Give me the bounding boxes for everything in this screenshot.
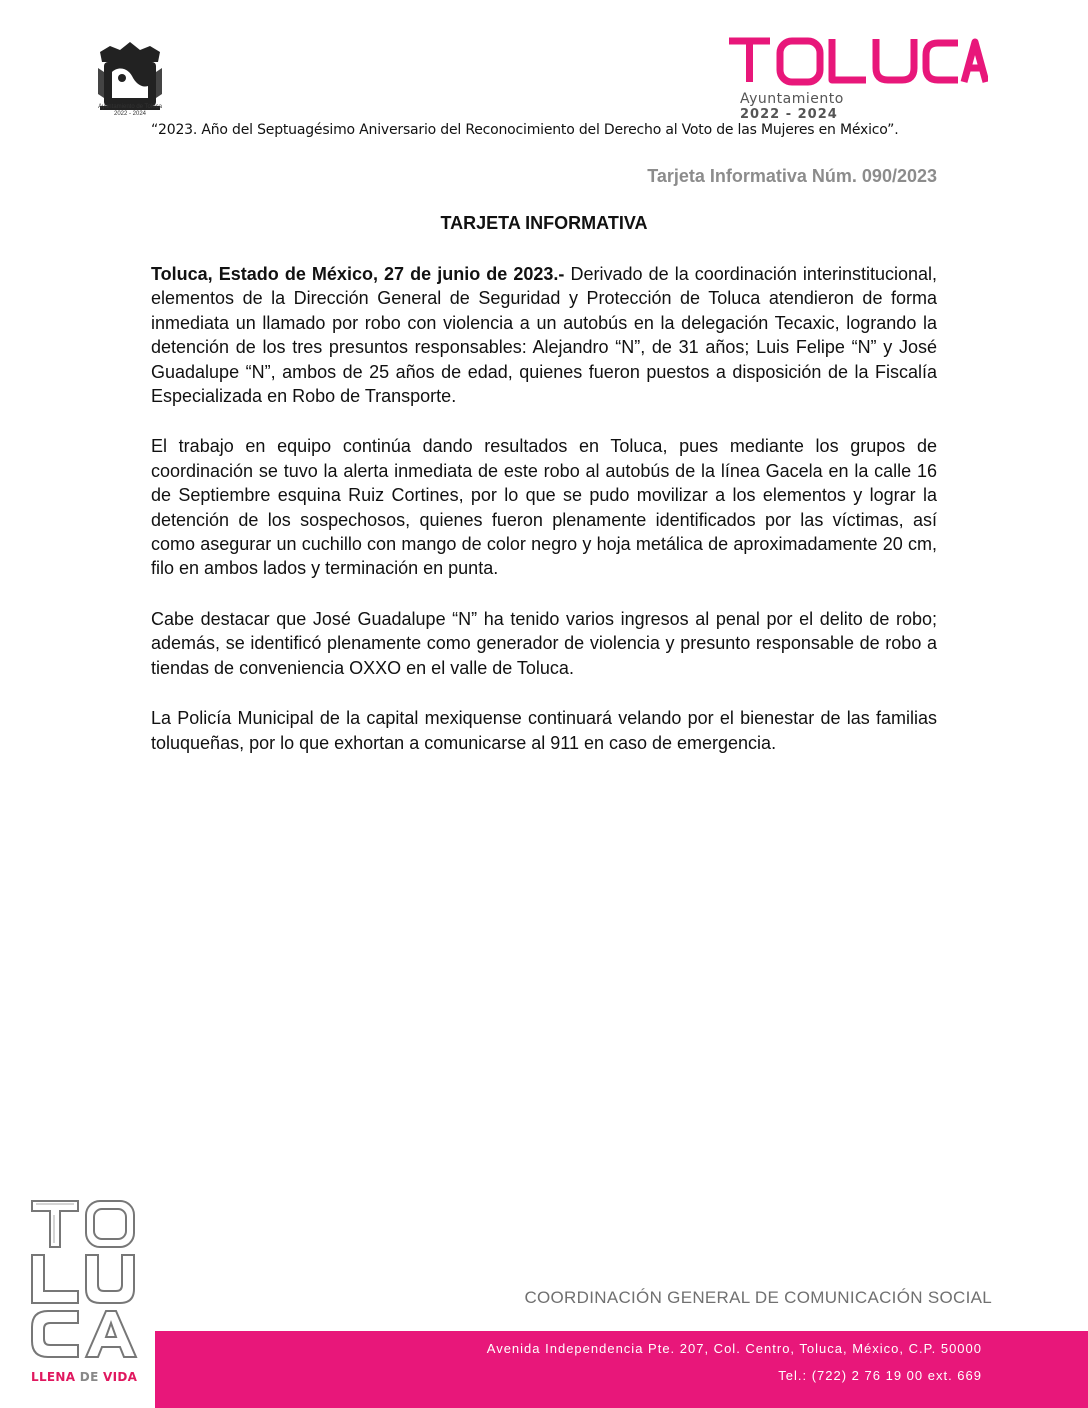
document-title: TARJETA INFORMATIVA	[440, 213, 648, 233]
tagline-word-2: DE	[75, 1370, 104, 1384]
footer-address: Avenida Independencia Pte. 207, Col. Centro, Toluca, México, C.P. 50000	[486, 1341, 982, 1356]
toluca-side-logo	[28, 1195, 140, 1365]
footer-phone: Tel.: (722) 2 76 19 00 ext. 669	[778, 1368, 982, 1383]
paragraph-4: La Policía Municipal de la capital mexiquense continuará velando por el bienestar de las familias toluqueñas, por lo que exhortan a comunicarse al 911 en caso de emergencia.	[151, 708, 937, 753]
toluca-logo	[726, 36, 988, 86]
tagline-word-3: VIDA	[103, 1370, 138, 1384]
annual-motto: “2023. Año del Septuagésimo Aniversario del Reconocimiento del Derecho al Voto de las Mujeres en México”.	[151, 122, 899, 138]
tagline-word-1: LLENA	[31, 1370, 76, 1384]
paragraph-1	[151, 262, 937, 408]
coordination-label: COORDINACIÓN GENERAL DE COMUNICACIÓN SOCIAL	[524, 1288, 992, 1307]
reference-number: Tarjeta Informativa Núm. 090/2023	[647, 166, 937, 186]
seal-caption-name: Ayuntamiento de Toluca	[98, 104, 162, 110]
paragraph-2: El trabajo en equipo continúa dando resultados en Toluca, pues mediante los grupos de coordinación se tuvo la alerta inmediata de este robo al autobús de la línea Gacela en la calle 16 de Septiembre esquina Ruiz Cortines, por lo que se pudo movilizar a los elementos y lograr la detención de los sospechosos, quienes fueron plenamente identificados por las víctimas, así como asegurar un cuchillo con mango de color negro y hoja metálica de aproximadamente 20 cm, filo en ambos lados y terminación en punta.	[151, 436, 937, 579]
seal-caption	[84, 104, 176, 118]
document-body	[151, 262, 937, 781]
logo-subtitle: Ayuntamiento	[740, 91, 844, 107]
logo-years: 2022 - 2024	[740, 107, 838, 122]
paragraph-3: Cabe destacar que José Guadalupe “N” ha tenido varios ingresos al penal por el delito de robo; además, se identificó plenamente como generador de violencia y presunto responsable de robo a tiendas de conveniencia OXXO en el valle de Toluca.	[151, 608, 937, 678]
seal-caption-years: 2022 - 2024	[113, 111, 147, 117]
dateline: Toluca, Estado de México, 27 de junio de 2023.-	[151, 264, 565, 284]
side-tagline	[31, 1370, 137, 1384]
paragraph-1-text: Derivado de la coordinación interinstitucional, elementos de la Dirección General de Seguridad y Protección de Toluca atendieron de forma inmediata un llamado por robo con violencia a un autobús en la delegación Tecaxic, logrando la detención de los tres presuntos responsables: Alejandro “N”, de 31 años; Luis Felipe “N” y José Guadalupe “N”, ambos de 25 años de edad, quienes fueron puestos a disposición de la Fiscalía Especializada en Robo de Transporte.	[151, 264, 937, 407]
